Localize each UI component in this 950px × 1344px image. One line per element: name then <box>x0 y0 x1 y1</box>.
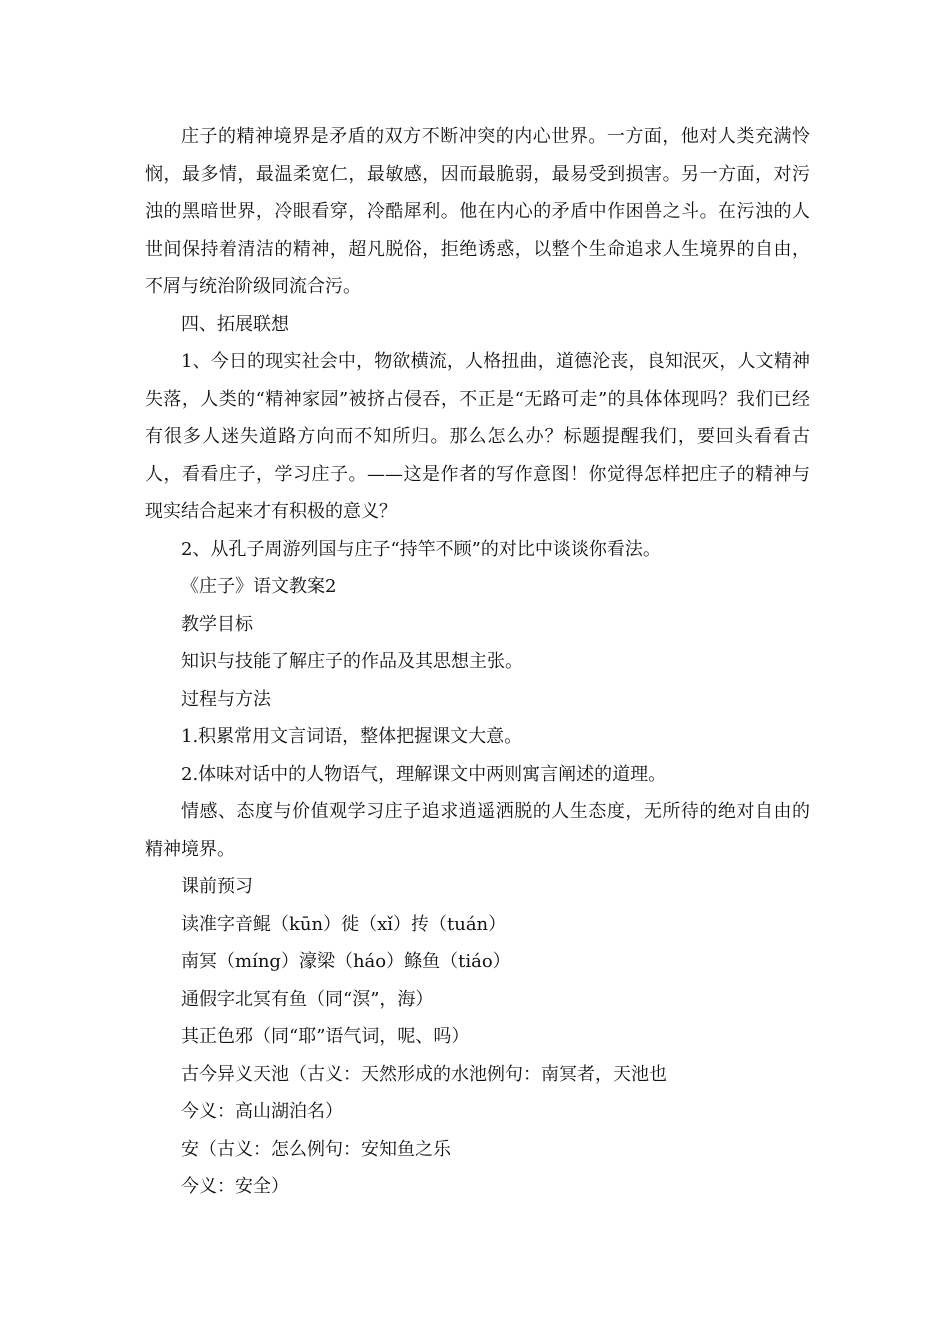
modern-meaning-1: 今义：高山湖泊名） <box>181 1101 343 1122</box>
ancient-modern-meaning-2: 安（古义：怎么例句：安知鱼之乐 <box>181 1138 451 1160</box>
process-item-1: 1.积累常用文言词语，整体把握课文大意。 <box>181 726 523 747</box>
heading-process-methods: 过程与方法 <box>181 688 271 710</box>
process-item-2: 2.体味对话中的人物语气，理解课文中两则寓言阐述的道理。 <box>181 763 667 785</box>
pronunciation-line-2: 南冥（míng）濠梁（háo）鲦鱼（tiáo） <box>181 951 511 972</box>
loan-character-line-1: 通假字北冥有鱼（同“溟”，海） <box>181 988 434 1010</box>
pronunciation-line-1: 读准字音鲲（kūn）徙（xǐ）抟（tuán） <box>181 913 507 935</box>
lesson-title: 《庄子》语文教案2 <box>181 576 337 597</box>
ancient-modern-meaning-1: 古今异义天池（古义：天然形成的水池例句：南冥者，天池也 <box>181 1063 667 1085</box>
paragraph-extension-question-2: 2、从孔子周游列国与庄子“持竿不顾”的对比中谈谈你看法。 <box>181 538 661 560</box>
document-body <box>145 118 810 1206</box>
heading-preview: 课前预习 <box>181 876 253 897</box>
goal-knowledge-skills: 知识与技能了解庄子的作品及其思想主张。 <box>181 651 523 672</box>
section-heading-extension: 四、拓展联想 <box>181 313 289 335</box>
paragraph-zhuangzi-spirit: 庄子的精神境界是矛盾的双方不断冲突的内心世界。一方面，他对人类充满怜悯，最多情，最温柔宽仁，最敏感，因而最脆弱，最易受到损害。另一方面，对污浊的黑暗世界，冷眼看穿，冷酷犀利。他在内心的矛盾中作困兽之斗。在污浊的人世间保持着清洁的精神，超凡脱俗，拒绝诱惑，以整个生命追求人生境界的自由，不屑与统治阶级同流合污。 <box>145 126 810 297</box>
goal-emotion-values: 情感、态度与价值观学习庄子追求逍遥洒脱的人生态度，无所待的绝对自由的精神境界。 <box>145 801 810 860</box>
paragraph-extension-question-1: 1、今日的现实社会中，物欲横流，人格扭曲，道德沦丧，良知泯灭，人文精神失落，人类的“精神家园”被挤占侵吞，不正是“无路可走”的具体体现吗？我们已经有很多人迷失道路方向而不知所归。那么怎么办？标题提醒我们，要回头看看古人，看看庄子，学习庄子。——这是作者的写作意图！你觉得怎样把庄子的精神与现实结合起来才有积极的意义？ <box>145 351 810 522</box>
modern-meaning-2: 今义：安全） <box>181 1176 289 1197</box>
loan-character-line-2: 其正色邪（同“耶”语气词，呢、吗） <box>181 1026 470 1047</box>
heading-teaching-goals: 教学目标 <box>181 613 253 635</box>
